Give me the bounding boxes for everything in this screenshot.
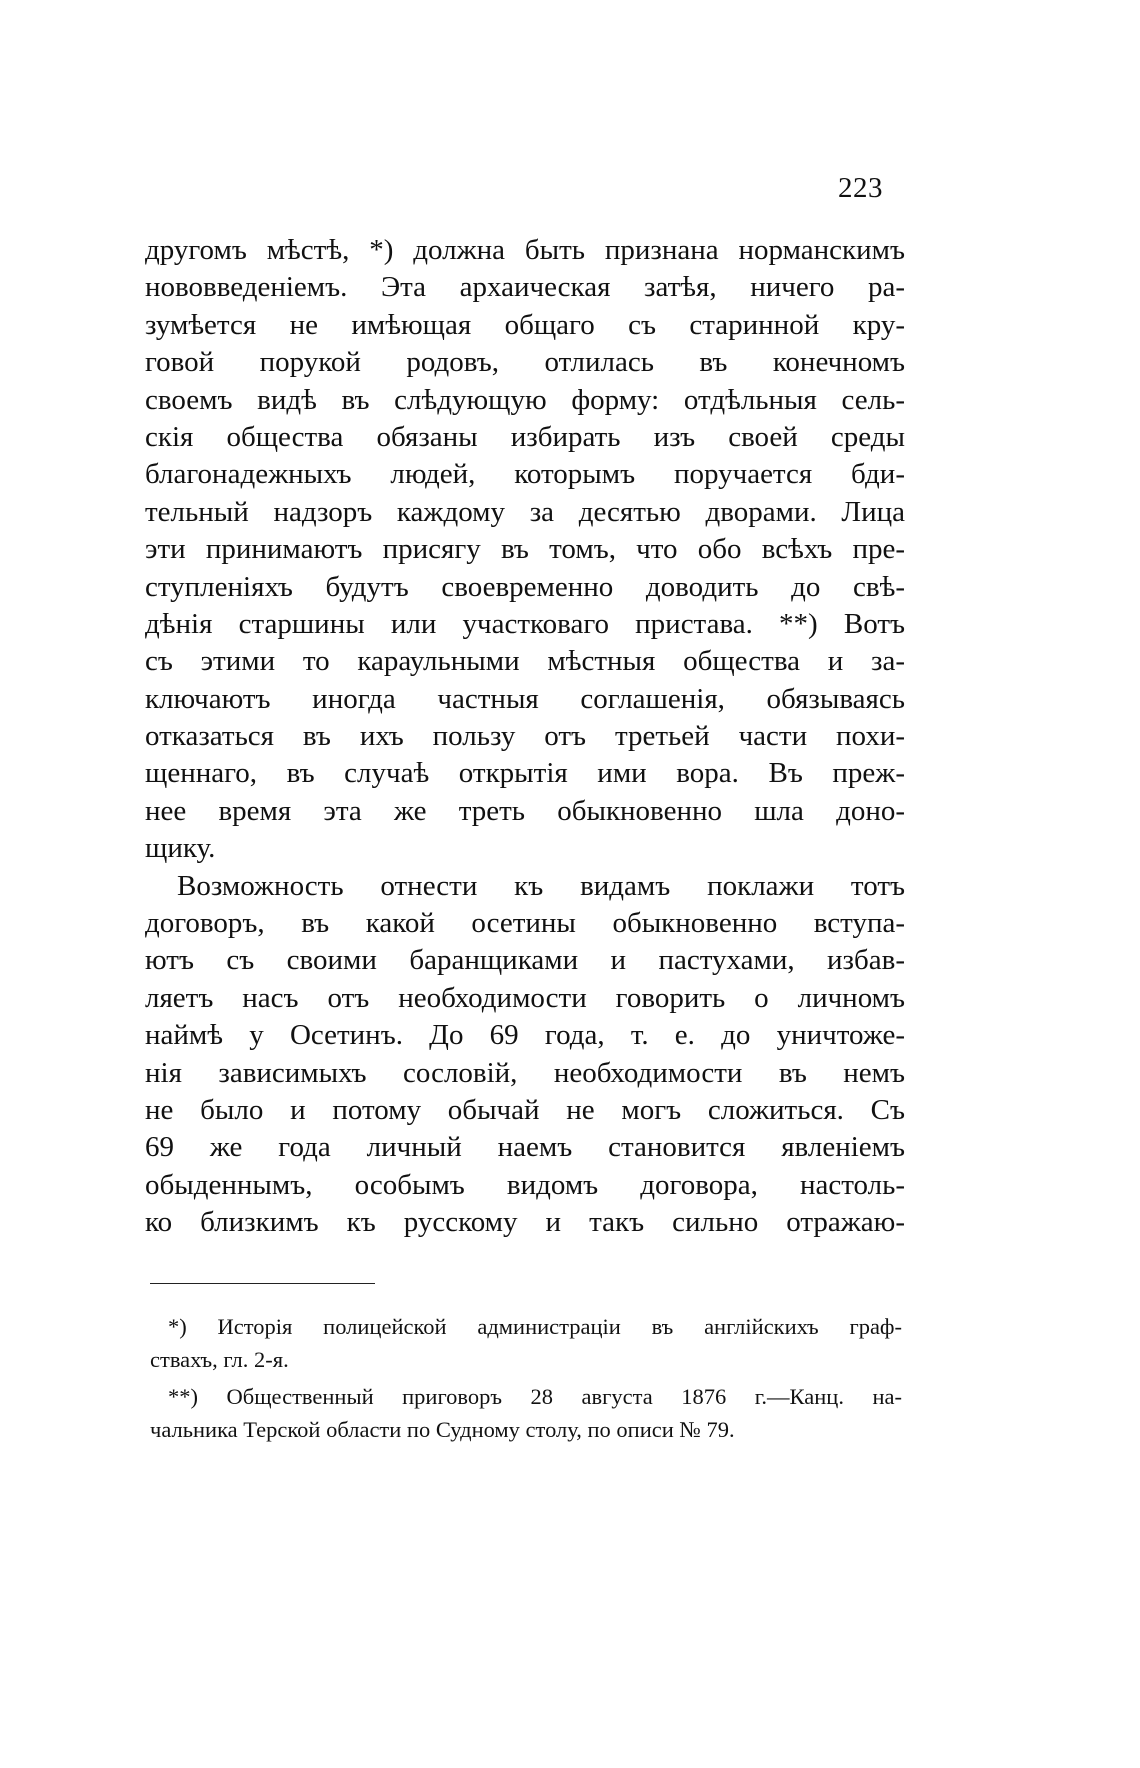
text-line: эти принимаютъ присягу въ томъ, что обо всѣхъ пре- — [145, 533, 905, 566]
footnote — [150, 1310, 902, 1376]
paragraph — [145, 232, 905, 868]
footnote-line: чальника Терской области по Судному столу, по описи № 79. — [150, 1417, 735, 1442]
text-line: нее время эта же треть обыкновенно шла доно- — [145, 794, 905, 827]
footnotes — [150, 1310, 902, 1446]
text-line: отказаться въ ихъ пользу отъ третьей части похи- — [145, 720, 905, 753]
text-line: не было и потому обычай не могъ сложиться. Съ — [145, 1093, 905, 1126]
text-line: скiя общества обязаны избирать изъ своей среды — [145, 420, 905, 453]
text-line: ступленiяхъ будутъ своевременно доводить до свѣ- — [145, 570, 905, 603]
text-line: ютъ съ своими баранщиками и пастухами, избав- — [145, 944, 905, 977]
text-line: благонадежныхъ людей, которымъ поручается бди- — [145, 458, 905, 491]
text-line: обыденнымъ, особымъ видомъ договора, настоль- — [145, 1168, 905, 1201]
page-number: 223 — [838, 172, 883, 204]
text-line: тельный надзоръ каждому за десятью дворами. Лица — [145, 495, 905, 528]
text-line: 69 же года личный наемъ становится явленiемъ — [145, 1131, 905, 1164]
footnote-line: **) Общественный приговоръ 28 августа 1876 г.—Канц. на- — [168, 1384, 902, 1409]
text-line: Возможность отнести къ видамъ поклажи тотъ — [177, 869, 905, 902]
main-text — [145, 232, 905, 1242]
text-line: щику. — [145, 832, 216, 865]
text-line: наймѣ у Осетинъ. До 69 года, т. е. до уничтоже- — [145, 1019, 905, 1052]
text-line: дѣнiя старшины или участковаго пристава. **) Вотъ — [145, 607, 905, 640]
text-line: договоръ, въ какой осетины обыкновенно вступа- — [145, 907, 905, 940]
text-line: зумѣется не имѣющая общаго съ старинной кру- — [145, 308, 905, 341]
text-line: другомъ мѣстѣ, *) должна быть признана норманскимъ — [145, 234, 905, 266]
text-line: своемъ видѣ въ слѣдующую форму: отдѣльныя сель- — [145, 383, 905, 416]
text-line: щеннаго, въ случаѣ открытiя ими вора. Въ преж- — [145, 757, 905, 790]
paragraph — [145, 868, 905, 1242]
text-line: съ этими то караульными мѣстныя общества и за- — [145, 645, 905, 678]
text-line: нововведенiемъ. Эта архаическая затѣя, ничего ра- — [145, 271, 905, 304]
footnote-line: *) Исторiя полицейской администрацiи въ англiйскихъ граф- — [168, 1314, 902, 1339]
text-line: говой порукой родовъ, отлилась въ конечномъ — [145, 346, 905, 379]
text-line: ключаютъ иногда частныя соглашенiя, обязываясь — [145, 682, 905, 715]
footnote — [150, 1380, 902, 1446]
footnote-divider — [150, 1283, 375, 1284]
text-line: нiя зависимыхъ сословiй, необходимости въ немъ — [145, 1056, 905, 1089]
footnote-line: ствахъ, гл. 2-я. — [150, 1347, 289, 1372]
text-line: ляетъ насъ отъ необходимости говорить о личномъ — [145, 981, 905, 1014]
text-line: ко близкимъ къ русскому и такъ сильно отражаю- — [145, 1206, 905, 1239]
